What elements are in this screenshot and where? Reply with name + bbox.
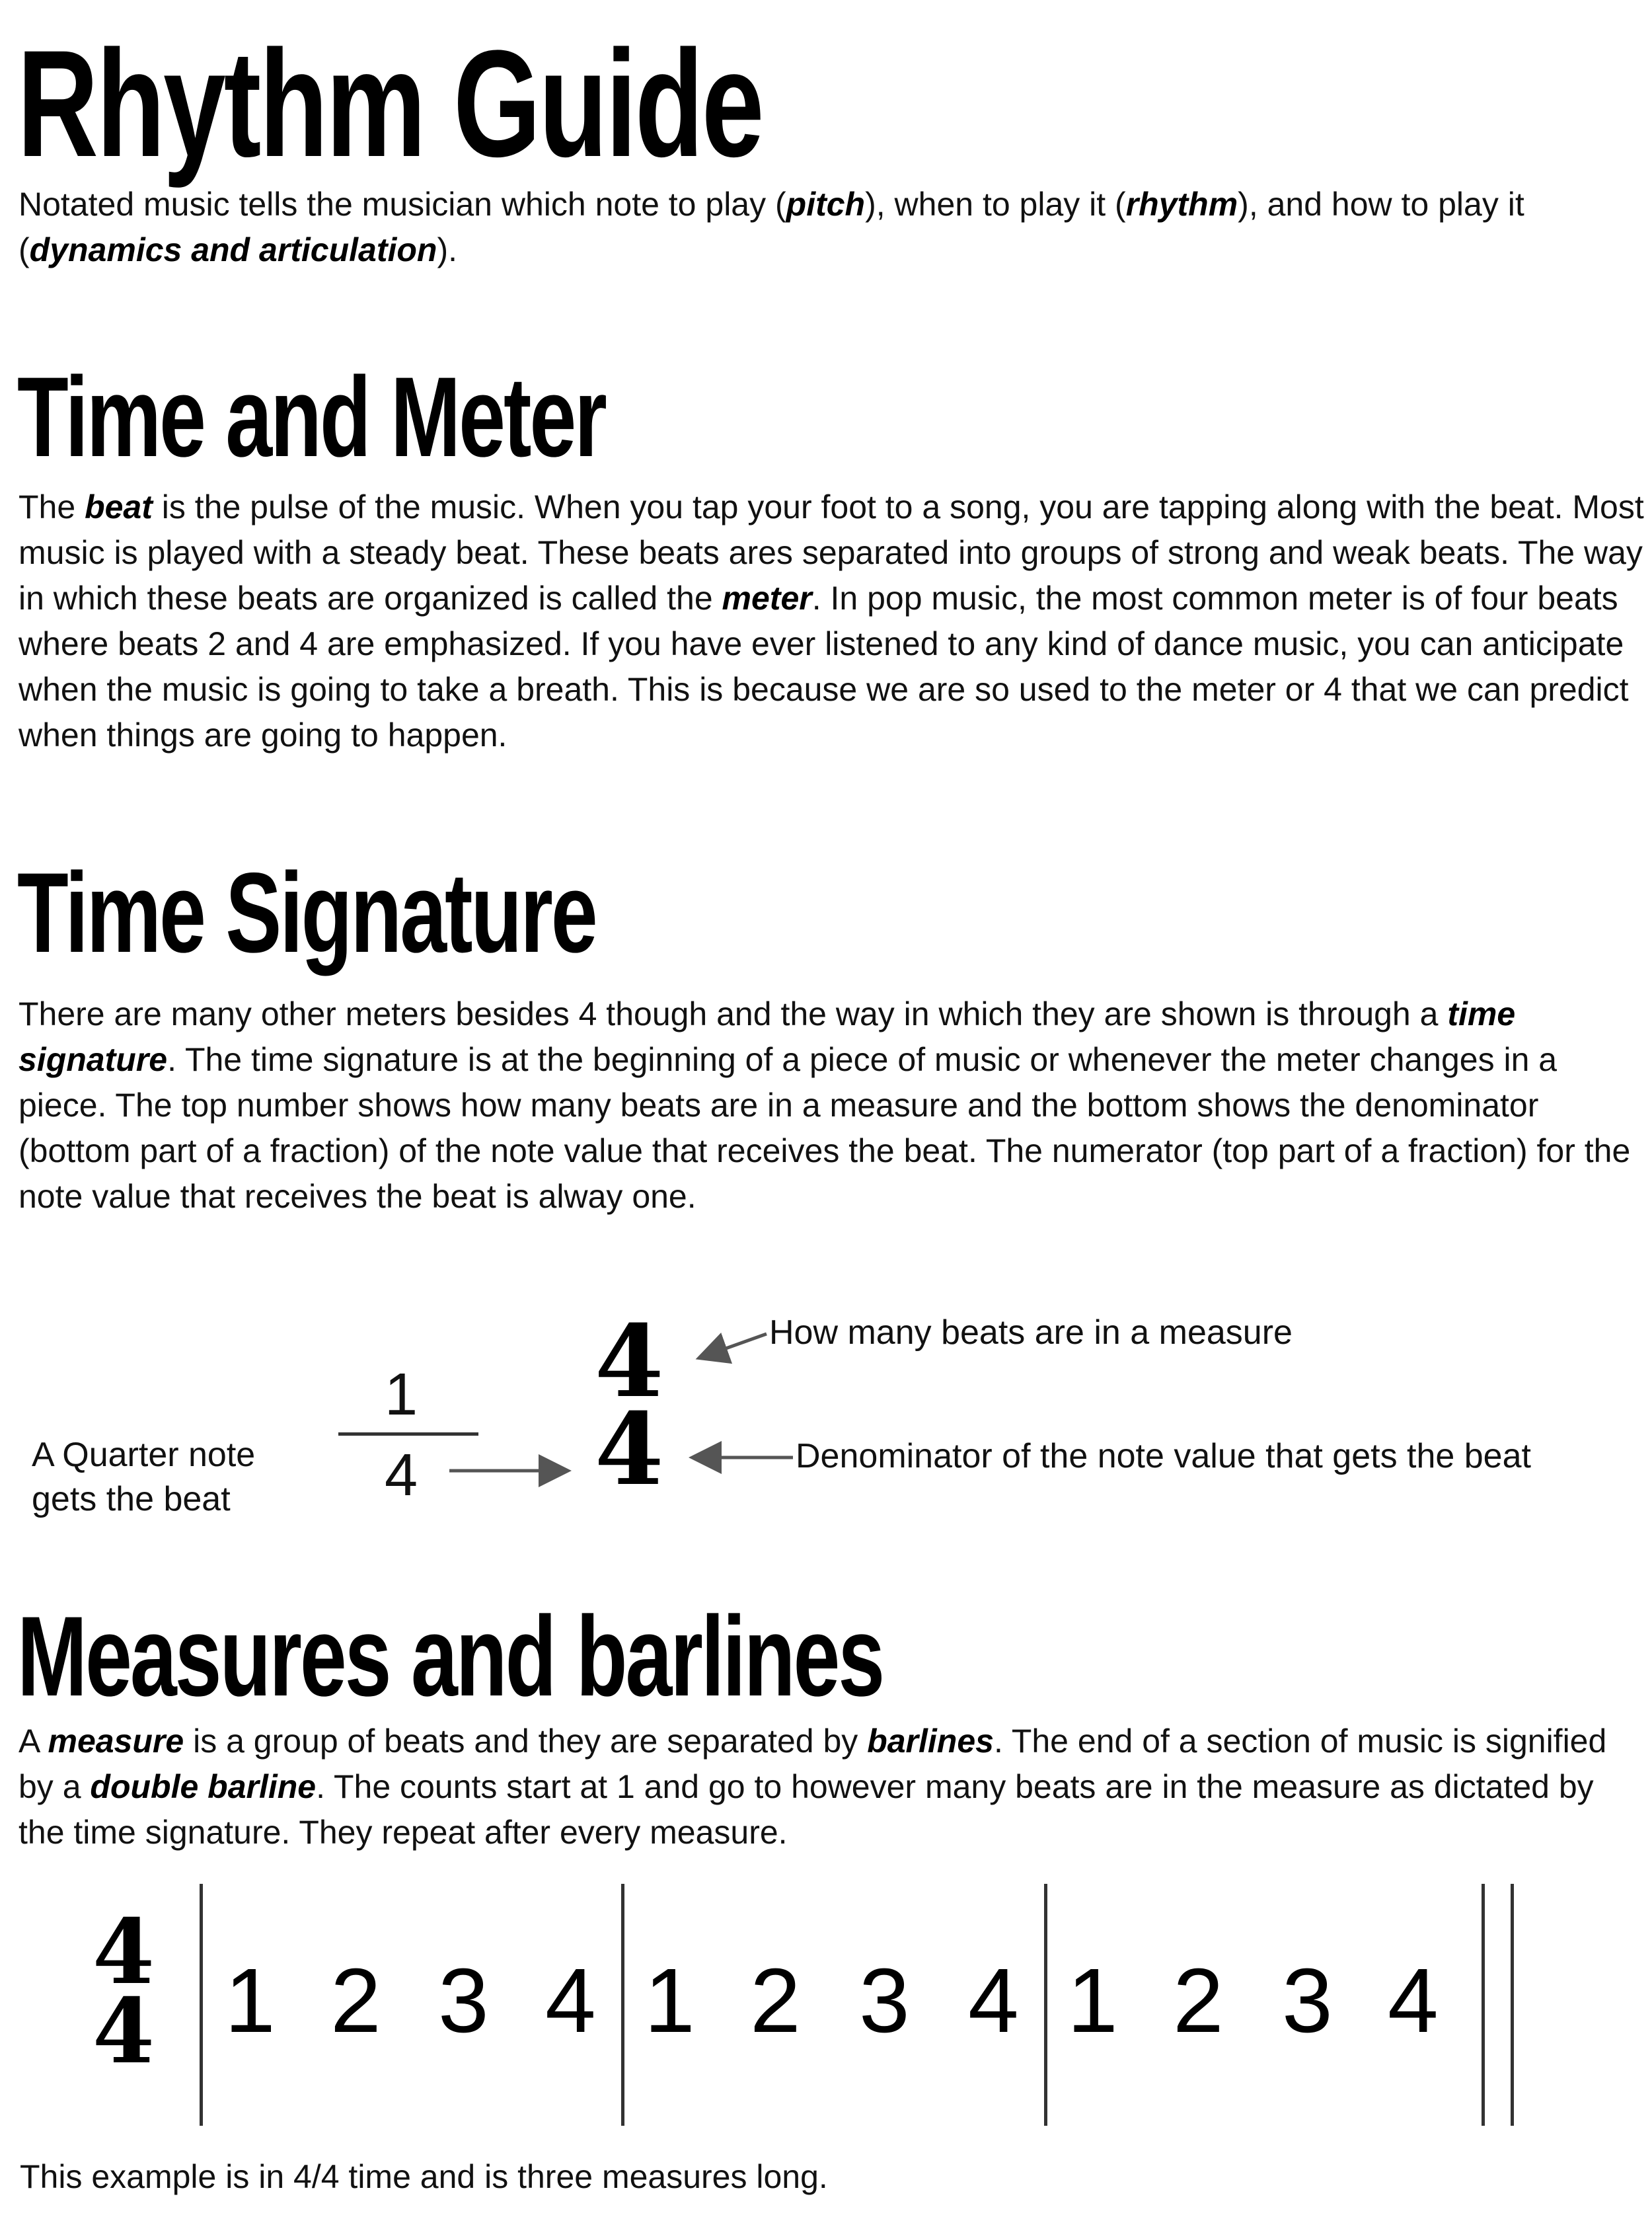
double-barline-right — [1511, 1884, 1514, 2126]
time-signature-bottom: 4 — [595, 1391, 664, 1508]
count-m2-beat3: 3 — [859, 1950, 910, 2052]
count-m3-beat3: 3 — [1282, 1950, 1333, 2052]
barline-3 — [1044, 1884, 1047, 2126]
measures-term-barlines: barlines — [867, 1723, 994, 1760]
barline-2 — [621, 1884, 624, 2126]
intro-text-2: ), when to play it ( — [865, 186, 1126, 223]
count-m1-beat2: 2 — [330, 1950, 381, 2052]
measures-text-4: . The counts start at 1 and go to however many beats are in the measure as dictated by the time signature. They repeat after every measure. — [19, 1768, 1594, 1851]
intro-term-pitch: pitch — [786, 186, 866, 223]
signature-term-time-signature: time signature — [19, 995, 1516, 1078]
count-m2-beat2: 2 — [750, 1950, 801, 2052]
measures-term-measure: measure — [48, 1723, 184, 1760]
count-m1-beat3: 3 — [438, 1950, 489, 2052]
fraction-numerator: 1 — [385, 1362, 418, 1428]
intro-term-dynamics: dynamics and articulation — [29, 231, 437, 268]
quarter-note-label-line1: A Quarter note — [32, 1436, 256, 1474]
measures-text-2: is a group of beats and they are separated by — [184, 1723, 868, 1760]
fraction-denominator: 4 — [385, 1442, 418, 1508]
example-caption: This example is in 4/4 time and is three measures long. — [20, 2158, 828, 2195]
count-m1-beat1: 1 — [225, 1950, 276, 2052]
meter-text-3: . In pop music, the most common meter is of four beats where beats 2 and 4 are emphasized. If you have ever listened to any kind of dance music, you can anticipate when the music is going to take a breath. This is because we are so used to the meter or 4 that we can predict when things are going to happen. — [19, 580, 1629, 754]
denominator-label: Denominator of the note value that gets the beat — [796, 1437, 1531, 1475]
count-m3-beat2: 2 — [1173, 1950, 1224, 2052]
measures-text-1: A — [19, 1723, 48, 1760]
intro-text-4: ). — [437, 231, 458, 268]
count-m3-beat4: 4 — [1388, 1950, 1439, 2052]
count-m1-beat4: 4 — [545, 1950, 596, 2052]
measures-term-double-barline: double barline — [90, 1768, 317, 1805]
meter-text-2: is the pulse of the music. When you tap your foot to a song, you are tapping along with the beat. Most music is played with a steady beat. These beats ares separated into groups of strong and weak beats. The way in which these beats are organized is called the — [19, 488, 1644, 617]
heading-time-signature: Time Signature — [17, 849, 596, 976]
arrow-to-top-number — [702, 1334, 767, 1357]
intro-term-rhythm: rhythm — [1125, 186, 1238, 223]
signature-text-1: There are many other meters besides 4 though and the way in which they are shown is through a — [19, 995, 1448, 1032]
heading-time-and-meter: Time and Meter — [17, 354, 605, 481]
quarter-note-label-line2: gets the beat — [32, 1480, 231, 1518]
example-time-signature-top: 4 — [93, 1899, 155, 2004]
signature-text-2: . The time signature is at the beginning of a piece of music or whenever the meter changes in a piece. The top number shows how many beats are in a measure and the bottom shows the denominator (bottom part of a fraction) of the note value that receives the beat. The numerator (top part of a fraction) for the note value that receives the beat is alway one. — [19, 1041, 1631, 1215]
meter-term-beat: beat — [85, 488, 153, 525]
intro-text-1: Notated music tells the musician which note to play ( — [19, 186, 786, 223]
time-signature-top: 4 — [595, 1303, 664, 1420]
heading-measures-and-barlines: Measures and barlines — [17, 1593, 883, 1720]
example-time-signature-bottom: 4 — [93, 1978, 155, 2083]
page-title: Rhythm Guide — [17, 19, 763, 188]
count-m2-beat4: 4 — [968, 1950, 1019, 2052]
measures-text-3: . The end of a section of music is signified by a — [19, 1723, 1607, 1805]
double-barline-left — [1482, 1884, 1485, 2126]
measures-paragraph — [19, 1719, 1644, 1855]
meter-text-1: The — [19, 488, 85, 525]
count-m3-beat1: 1 — [1067, 1950, 1118, 2052]
intro-text-3: ), and how to play it ( — [19, 186, 1524, 268]
beats-per-measure-label: How many beats are in a measure — [769, 1313, 1293, 1352]
count-m2-beat1: 1 — [644, 1950, 695, 2052]
barline-1 — [200, 1884, 203, 2126]
meter-term-meter: meter — [722, 580, 812, 617]
